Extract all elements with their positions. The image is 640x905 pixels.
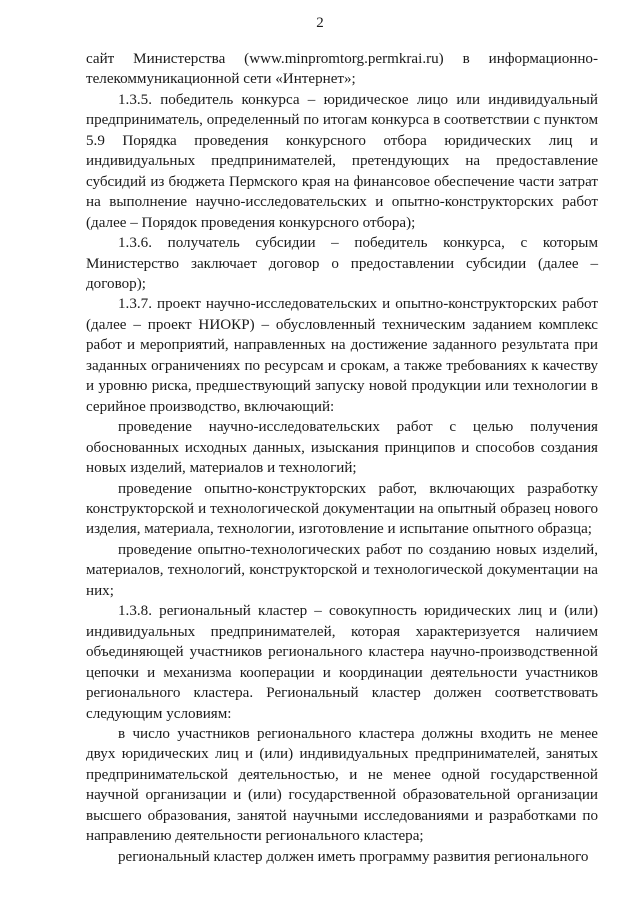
page-number: 2 [316,15,324,31]
paragraph-1-3-6-subsidy-recipient: 1.3.6. получатель субсидии – победитель конкурса, с которым Министерство заключает договор о предоставлении субсидии (далее – договор); [86,235,598,292]
paragraph-cluster-participants: в число участников регионального кластера должны входить не менее двух юридических лиц и (или) индивидуальных предпринимателей, занятых предпринимательской деятельностью, и не менее одной государственной научной организации и (или) государственной образовательной организации высшего образования, занятой научными исследованиями и разработками по направлению деятельности регионального кластера; [86,725,598,845]
paragraph-cluster-program: региональный кластер должен иметь программу развития регионального [118,848,589,865]
paragraph-technological-works: проведение опытно-технологических работ по созданию новых изделий, материалов, технологий, конструкторской и технологической документации на них; [86,541,598,599]
document-body [86,49,598,867]
paragraph-1-3-7-rd-project: 1.3.7. проект научно-исследовательских и опытно-конструкторских работ (далее – проект НИОКР) – обусловленный техническим заданием комплекс работ и мероприятий, направленных на достижение заданного результата при заданных ограничениях по ресурсам и срокам, а также требованиях к качеству и уровню риска, предшествующий запуску новой продукции или технологии в серийное производство, включающий: [86,296,598,415]
paragraph-1-3-8-regional-cluster: 1.3.8. региональный кластер – совокупность юридических лиц и (или) индивидуальных предпринимателей, которая характеризуется наличием объединяющей участников регионального кластера научно-производственной цепочки и механизма кооперации и координации деятельности участников регионального кластера. Региональный кластер должен соответствовать следующим условиям: [86,603,598,722]
paragraph-research-works: проведение научно-исследовательских работ с целью получения обоснованных исходных данных, изыскания принципов и способов создания новых изделий, материалов и технологий; [86,419,598,477]
paragraph-website-definition: сайт Министерства (www.minpromtorg.permkrai.ru) в информационно-телекоммуникационной сети «Интернет»; [86,51,598,88]
paragraph-design-works: проведение опытно-конструкторских работ, включающих разработку конструкторской и технологической документации на опытный образец нового изделия, материала, технологии, изготовление и испытание опытного образца; [86,480,598,538]
paragraph-1-3-5-contest-winner: 1.3.5. победитель конкурса – юридическое лицо или индивидуальный предприниматель, определенный по итогам конкурса в соответствии с пунктом 5.9 Порядка проведения конкурсного отбора юридических лиц и индивидуальных предпринимателей, претендующих на предоставление субсидий из бюджета Пермского края на финансовое обеспечение части затрат на выполнение научно-исследовательских и опытно-конструкторских работ (далее – Порядок проведения конкурсного отбора); [86,91,598,231]
